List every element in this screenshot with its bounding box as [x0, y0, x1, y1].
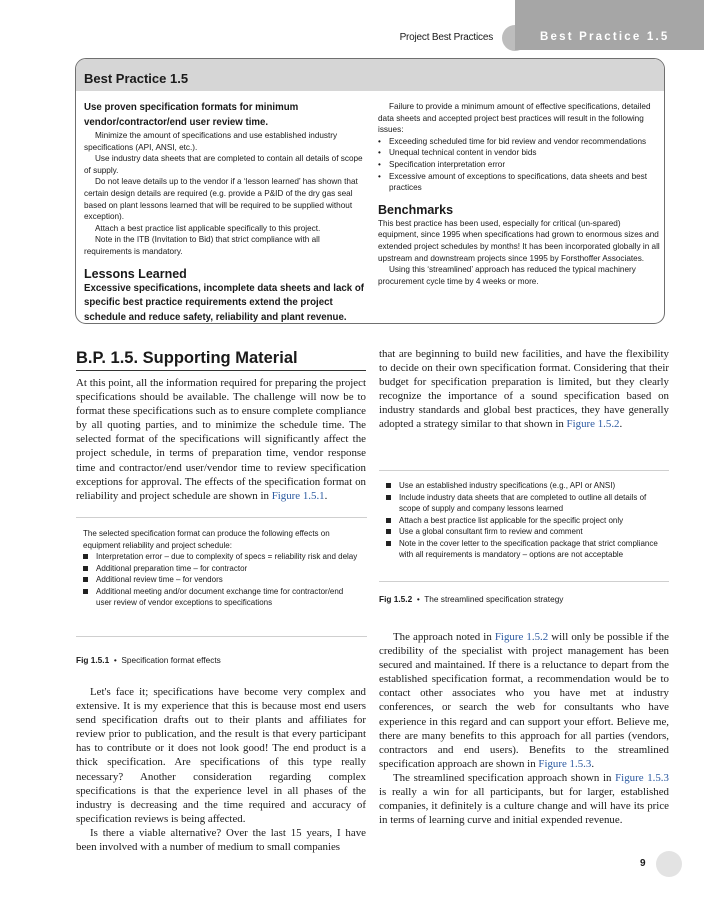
square-bullet-icon: [386, 483, 391, 488]
list-item: Use a global consultant firm to review and comment: [386, 526, 663, 538]
list-item: Use an established industry specifications (e.g., API or ANSI): [386, 480, 663, 492]
list-item: Additional preparation time – for contractor: [83, 563, 361, 575]
left-paragraph: Note in the ITB (Invitation to Bid) that strict compliance with all requirements is mandatory.: [84, 235, 320, 256]
issues-intro: Failure to provide a minimum amount of effective specifications, detailed data sheets and accepted project best practices will result in the following issues:: [378, 102, 651, 135]
list-item: Include industry data sheets that are completed to outline all details of scope of supply and company lessons learned: [386, 492, 663, 515]
section-heading-rule: [76, 370, 366, 371]
body-paragraph: At this point, all the information required for preparing the project specifications should be available. The challenge will now be to format these specifications such as to ensure complete compliance by all quoting parties, and to minimize the schedule time. The selected format of the specifications will significantly affect the project schedule, in terms of preparation time, vendor response time and contractor/end user/vendor time to review specification exceptions for approval. The effects of the specification format on reliability and project schedule are shown in Figure 1.5.1.: [76, 377, 366, 502]
body-paragraph: Let's face it; specifications have become very complex and extensive. It is my experience that this is because most end users send specification drafts out to their plants and affiliates for review prior to publication, and the result is that every participant has to contribute or it does not look good! The end product is a thick specification. Are specifications of this type really necessary? Another consideration regarding complex specifications is that the experience level in all phases of the industry is decreasing and the time required and accuracy of specification reviews is being affected.: [76, 686, 366, 825]
figure-1-5-2-caption: Fig 1.5.2 • The streamlined specification strategy: [379, 594, 564, 604]
left-paragraph: Do not leave details up to the vendor if a ‘lesson learned’ has shown that certain design details are required (e.g. provide a P&ID of the dry gas seal based on plant lessons learned that will be required to be supplied without exception).: [84, 177, 358, 222]
body-paragraph: Is there a viable alternative? Over the last 15 years, I have been involved with a number of medium to small companies: [76, 826, 366, 854]
benchmarks-paragraph: Using this ‘streamlined’ approach has reduced the typical machinery procurement cycle time by 4 weeks or more.: [378, 265, 636, 286]
square-bullet-icon: [83, 554, 88, 559]
section-tab-label: Best Practice 1.5: [540, 31, 670, 43]
square-bullet-icon: [386, 541, 391, 546]
benchmarks-paragraph: This best practice has been used, especially for critical (un-spared) equipment, since 1995 when specifications had grown to enormous sizes and extended project schedules by months! It has been incorporated globally in all upstream and downstream projects since 1995 by Forsthoffer Associates.: [378, 218, 660, 263]
figure-1-5-1-content: [83, 528, 361, 609]
body-paragraph: The approach noted in Figure 1.5.2 will only be possible if the credibility of the specialist with project management has been secured and maintained. If there is a reluctance to depart from the established specification format, a recommendation would be to contact other associates who you have met at industry conferences, or search the web for consultants who have experience in this regard and can support your effort. Believe me, there are many benefits to this approach for all parties (vendors, contractors and end users). Benefits to the streamlined specification approach are shown in Figure 1.5.3.: [379, 631, 669, 770]
list-item: Additional meeting and/or document exchange time for contractor/end user review of vendor exceptions to specifications: [83, 586, 361, 609]
square-bullet-icon: [386, 518, 391, 523]
best-practice-right-column: [378, 101, 660, 287]
list-item: Note in the cover letter to the specification package that strict compliance with all requirements is mandatory – options are not acceptable: [386, 538, 663, 561]
best-practice-box: [75, 58, 665, 324]
figure-intro: The selected specification format can produce the following effects on equipment reliability and project schedule:: [83, 529, 330, 550]
figure-link[interactable]: Figure 1.5.2: [566, 418, 620, 431]
list-item: • Exceeding scheduled time for bid review and vendor recommendations: [378, 136, 647, 146]
body-paragraph-right-top: that are beginning to build new facilities, and have the flexibility to decide on their own specification format. Considering that their budget for specification preparation is limited, but they clearly recognize the importance of a sound specification based on industry standards and global best practices, they have generally adopted a strategy similar to that shown in Figure 1.5.2.: [379, 348, 669, 431]
page-number-decoration: [656, 851, 682, 877]
best-practice-title: Best Practice 1.5: [84, 71, 189, 86]
figure-link[interactable]: Figure 1.5.3: [538, 757, 592, 770]
list-item: • Specification interpretation error: [378, 159, 506, 169]
list-item: • Excessive amount of exceptions to specifications, data sheets and best practices: [378, 171, 648, 193]
list-item: • Unequal technical content in vendor bids: [378, 148, 537, 158]
running-title: Project Best Practices: [399, 32, 493, 43]
body-paragraphs-right-bottom: [379, 630, 669, 827]
left-paragraph: Minimize the amount of specifications and use established industry specifications (API, ANSI, etc.).: [84, 131, 338, 152]
lessons-learned-heading: Lessons Learned: [84, 266, 187, 281]
body-paragraphs-left-bottom: [76, 685, 366, 854]
square-bullet-icon: [386, 529, 391, 534]
figure-1-5-2-content: [386, 480, 663, 561]
square-bullet-icon: [83, 566, 88, 571]
left-paragraph: Attach a best practice list applicable specifically to this project.: [95, 223, 321, 233]
list-item: Interpretation error – due to complexity of specs = reliability risk and delay: [83, 551, 361, 563]
benchmarks-heading: Benchmarks: [378, 202, 454, 217]
square-bullet-icon: [386, 495, 391, 500]
left-paragraph: Use industry data sheets that are completed to contain all details of scope of supply.: [84, 154, 363, 175]
page-number: 9: [640, 858, 646, 869]
figure-link[interactable]: Figure 1.5.3: [615, 771, 669, 784]
list-item: Additional review time – for vendors: [83, 574, 361, 586]
figure-link[interactable]: Figure 1.5.1: [271, 489, 325, 502]
section-heading: B.P. 1.5. Supporting Material: [76, 349, 298, 367]
body-paragraph: The streamlined specification approach shown in Figure 1.5.3 is really a win for all participants, but for larger, established companies, it definitely is a culture change and will have its price in terms of learning curve and initial expended revenue.: [379, 771, 669, 827]
list-item: Attach a best practice list applicable for the specific project only: [386, 515, 663, 527]
square-bullet-icon: [83, 589, 88, 594]
best-practice-lead: Use proven specification formats for minimum vendor/contractor/end user review time.: [84, 102, 299, 128]
square-bullet-icon: [83, 577, 88, 582]
figure-link[interactable]: Figure 1.5.2: [494, 631, 549, 643]
figure-1-5-1-caption: Fig 1.5.1 • Specification format effects: [76, 655, 221, 665]
best-practice-left-column: [84, 101, 366, 324]
lessons-learned-text: Excessive specifications, incomplete data sheets and lack of specific best practice requirements extend the project schedule and reduce safety, reliability and plant revenue.: [84, 282, 364, 323]
